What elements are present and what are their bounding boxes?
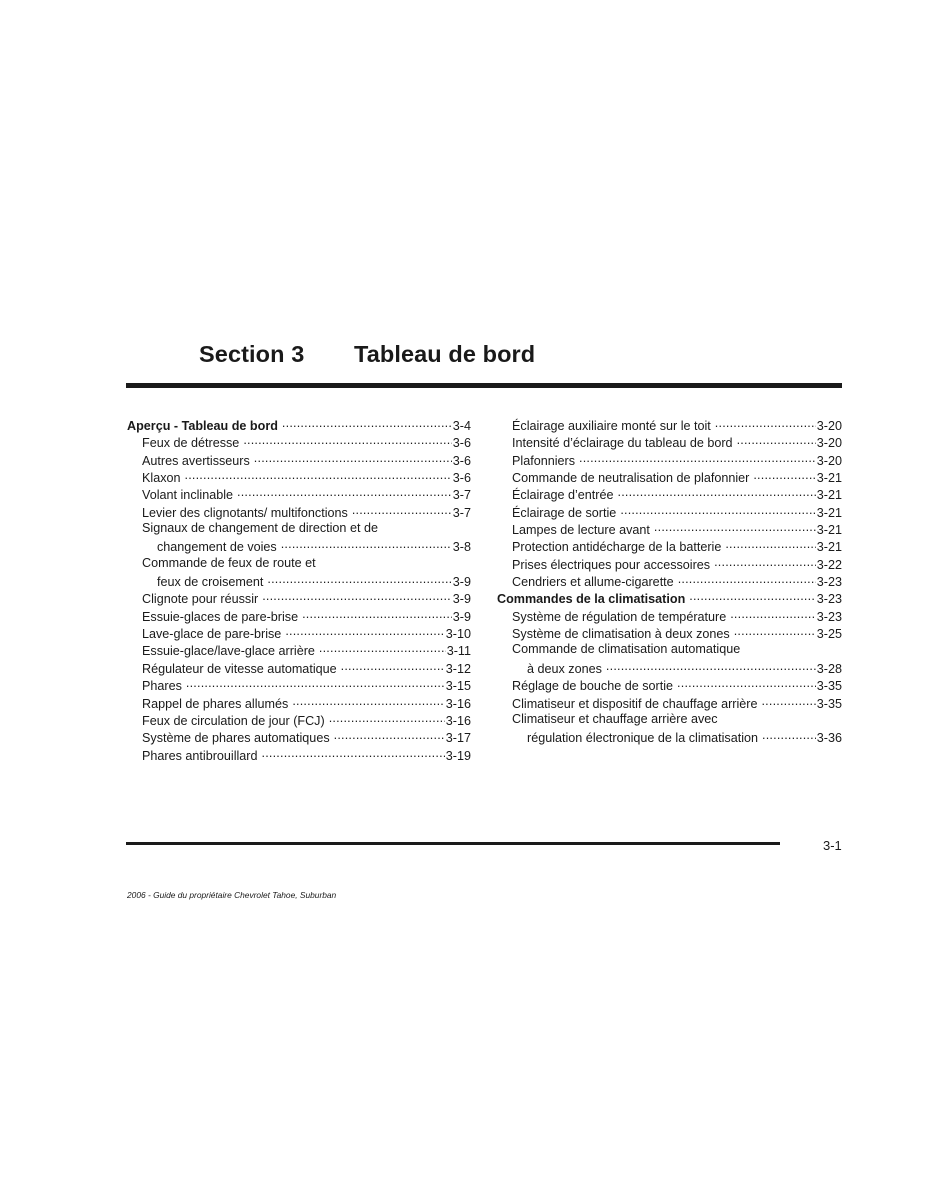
toc-entry-label: Phares	[142, 679, 182, 694]
toc-entry-label: Rappel de phares allumés	[142, 696, 289, 711]
toc-entry-page: 3-23	[816, 609, 842, 624]
toc-entry-page: 3-8	[452, 540, 471, 555]
toc-entry	[127, 416, 471, 433]
toc-entry-page: 3-9	[452, 592, 471, 607]
toc-leader-dots	[329, 711, 445, 725]
toc-entry-label: régulation électronique de la climatisation	[527, 731, 759, 746]
toc-entry-page: 3-16	[445, 713, 471, 728]
toc-leader-dots	[714, 555, 816, 569]
toc-entry	[497, 503, 842, 520]
toc-leader-dots	[654, 520, 816, 534]
toc-leader-dots	[618, 485, 816, 499]
toc-entry	[497, 676, 842, 693]
toc-entry-label: Réglage de bouche de sortie	[512, 679, 674, 694]
toc-entry	[497, 728, 842, 745]
toc-entry-page: 3-21	[816, 488, 842, 503]
toc-entry-page: 3-25	[816, 627, 842, 642]
toc-entry-page: 3-20	[816, 453, 842, 468]
toc-entry-page: 3-36	[816, 731, 842, 746]
toc-entry-label: Système de régulation de température	[512, 609, 727, 624]
toc-leader-dots	[254, 451, 452, 465]
toc-entry-page: 3-22	[816, 557, 842, 572]
toc-leader-dots	[620, 503, 815, 517]
toc-entry	[127, 676, 471, 693]
toc-leader-dots	[725, 537, 815, 551]
toc-leader-dots	[762, 728, 816, 742]
toc-entry-label: Commande de feux de route et	[142, 555, 316, 570]
toc-entry	[127, 520, 471, 537]
toc-entry-label: Plafonniers	[512, 453, 576, 468]
toc-entry-page: 3-7	[452, 488, 471, 503]
toc-entry-label: Cendriers et allume-cigarette	[512, 575, 674, 590]
toc-entry	[497, 607, 842, 624]
toc-entry-label: Clignote pour réussir	[142, 592, 259, 607]
toc-leader-dots	[689, 589, 816, 603]
toc-entry-page: 3-21	[816, 505, 842, 520]
toc-entry	[497, 468, 842, 485]
section-header	[199, 341, 536, 375]
toc-leader-dots	[292, 694, 444, 708]
toc-entry-page: 3-21	[816, 540, 842, 555]
toc-entry-page: 3-6	[452, 453, 471, 468]
toc-entry-label: Climatiseur et dispositif de chauffage arrière	[512, 696, 758, 711]
footer-note: 2006 - Guide du propriétaire Chevrolet Tahoe, Suburban	[127, 890, 337, 900]
toc-entry	[127, 694, 471, 711]
toc-entry-page: 3-7	[452, 505, 471, 520]
header-rule	[126, 383, 842, 388]
toc-entry	[497, 694, 842, 711]
toc-entry	[127, 728, 471, 745]
toc-leader-dots	[737, 433, 816, 447]
toc-entry	[127, 572, 471, 589]
toc-entry-page: 3-23	[816, 575, 842, 590]
toc-leader-dots	[262, 589, 452, 603]
toc-entry-label: Système de climatisation à deux zones	[512, 627, 730, 642]
toc-entry	[497, 555, 842, 572]
toc-left-column	[127, 416, 471, 763]
toc-leader-dots	[677, 676, 816, 690]
toc-entry-label: Commande de neutralisation de plafonnier	[512, 471, 750, 486]
toc-leader-dots	[319, 641, 446, 655]
toc-entry-page: 3-10	[445, 627, 471, 642]
toc-entry-label: Commandes de la climatisation	[497, 592, 686, 607]
toc-entry-page: 3-35	[816, 679, 842, 694]
toc-entry-page: 3-11	[446, 644, 471, 659]
toc-leader-dots	[282, 416, 452, 430]
toc-leader-dots	[579, 451, 816, 465]
toc-leader-dots	[678, 572, 816, 586]
toc-entry-page: 3-19	[445, 748, 471, 763]
toc-entry-label: Feux de circulation de jour (FCJ)	[142, 713, 325, 728]
toc-entry-page: 3-20	[816, 436, 842, 451]
toc-entry	[127, 641, 471, 658]
toc-entry-label: Éclairage d’entrée	[512, 488, 614, 503]
toc-entry-label: Climatiseur et chauffage arrière avec	[512, 711, 718, 726]
toc-entry-page: 3-21	[816, 523, 842, 538]
toc-entry	[497, 589, 842, 606]
toc-entry-label: Régulateur de vitesse automatique	[142, 661, 337, 676]
toc-leader-dots	[761, 694, 815, 708]
toc-leader-dots	[243, 433, 451, 447]
toc-entry-label: Signaux de changement de direction et de	[142, 521, 378, 536]
section-title: Tableau de bord	[354, 341, 536, 367]
toc-entry-page: 3-21	[816, 471, 842, 486]
toc-leader-dots	[281, 537, 452, 551]
toc-entry-page: 3-28	[816, 661, 842, 676]
toc-entry	[127, 589, 471, 606]
toc-entry-label: Éclairage auxiliaire monté sur le toit	[512, 419, 711, 433]
toc-entry-label: Klaxon	[142, 471, 181, 486]
toc-leader-dots	[237, 485, 452, 499]
toc-entry	[497, 485, 842, 502]
toc-right-column	[497, 416, 842, 746]
toc-entry	[127, 537, 471, 554]
toc-entry	[127, 468, 471, 485]
toc-entry-label: Feux de détresse	[142, 436, 240, 451]
toc-entry-label: Volant inclinable	[142, 488, 234, 503]
toc-entry-label: Commande de climatisation automatique	[512, 642, 741, 657]
toc-leader-dots	[734, 624, 816, 638]
toc-entry	[127, 659, 471, 676]
toc-entry	[127, 485, 471, 502]
toc-leader-dots	[267, 572, 451, 586]
toc-entry-page: 3-35	[816, 696, 842, 711]
toc-entry-page: 3-15	[445, 679, 471, 694]
toc-entry	[497, 520, 842, 537]
toc-leader-dots	[334, 728, 445, 742]
toc-leader-dots	[730, 607, 816, 621]
toc-leader-dots	[715, 416, 816, 430]
toc-leader-dots	[606, 659, 816, 673]
toc-entry-page: 3-20	[816, 419, 842, 433]
toc-leader-dots	[185, 468, 452, 482]
toc-entry-label: Lampes de lecture avant	[512, 523, 650, 538]
toc-entry-label: Autres avertisseurs	[142, 453, 250, 468]
toc-entry	[497, 433, 842, 450]
toc-leader-dots	[302, 607, 452, 621]
toc-entry-page: 3-9	[452, 609, 471, 624]
toc-entry	[497, 624, 842, 641]
toc-entry	[497, 659, 842, 676]
footer-rule	[126, 842, 780, 845]
toc-leader-dots	[753, 468, 815, 482]
toc-leader-dots	[352, 503, 452, 517]
toc-entry-page: 3-17	[445, 731, 471, 746]
toc-entry-page: 3-23	[816, 592, 842, 607]
toc-entry	[127, 503, 471, 520]
toc-entry-page: 3-16	[445, 696, 471, 711]
toc-entry-label: Prises électriques pour accessoires	[512, 557, 711, 572]
toc-entry	[127, 624, 471, 641]
toc-leader-dots	[186, 676, 445, 690]
toc-entry	[497, 416, 842, 433]
toc-entry-label: Intensité d’éclairage du tableau de bord	[512, 436, 733, 451]
toc-entry-label: Essuie-glace/lave-glace arrière	[142, 644, 315, 659]
toc-entry-label: Éclairage de sortie	[512, 505, 617, 520]
toc-entry-label: Levier des clignotants/ multifonctions	[142, 505, 348, 520]
toc-entry	[127, 433, 471, 450]
page-number: 3-1	[823, 838, 842, 853]
toc-leader-dots	[285, 624, 444, 638]
toc-entry	[497, 537, 842, 554]
toc-entry-label: feux de croisement	[157, 575, 264, 590]
toc-entry-page: 3-6	[452, 436, 471, 451]
toc-entry-label: changement de voies	[157, 540, 277, 555]
toc-entry	[127, 555, 471, 572]
toc-entry	[127, 607, 471, 624]
toc-leader-dots	[341, 659, 445, 673]
toc-entry-page: 3-12	[445, 661, 471, 676]
toc-entry	[497, 572, 842, 589]
toc-entry-label: Aperçu - Tableau de bord	[127, 419, 278, 433]
section-label: Section 3	[199, 341, 305, 367]
toc-entry	[127, 711, 471, 728]
toc-entry-page: 3-6	[452, 471, 471, 486]
toc-entry-page: 3-4	[452, 419, 471, 433]
toc-entry-label: à deux zones	[527, 661, 602, 676]
toc-entry-label: Essuie-glaces de pare-brise	[142, 609, 299, 624]
toc-leader-dots	[262, 746, 445, 760]
toc-entry-label: Système de phares automatiques	[142, 731, 330, 746]
toc-entry-label: Phares antibrouillard	[142, 748, 258, 763]
toc-entry	[497, 711, 842, 728]
toc-entry-label: Protection antidécharge de la batterie	[512, 540, 722, 555]
toc-entry-page: 3-9	[452, 575, 471, 590]
toc-entry	[497, 641, 842, 658]
toc-entry	[127, 451, 471, 468]
toc-entry	[127, 746, 471, 763]
toc-entry	[497, 451, 842, 468]
toc-entry-label: Lave-glace de pare-brise	[142, 627, 282, 642]
